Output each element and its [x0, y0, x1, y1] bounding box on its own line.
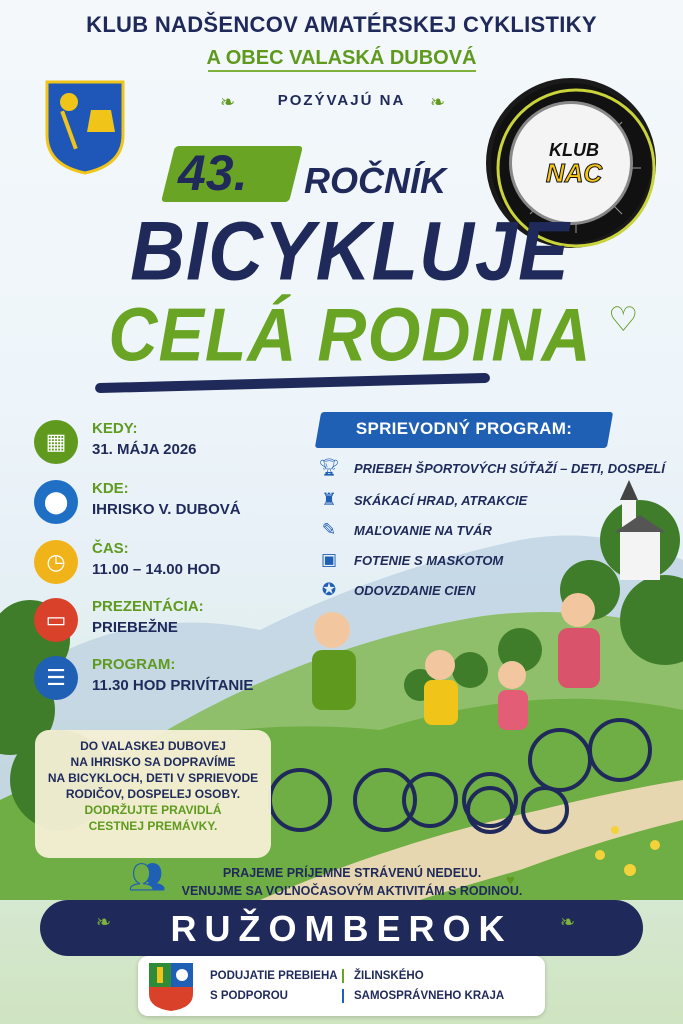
info-value: 31. MÁJA 2026 [92, 441, 197, 458]
support-line: PODUJATIE PREBIEHA [210, 970, 338, 982]
wish-line: VENUJME SA VOĽNOČASOVÝM AKTIVITÁM S RODINOU. [181, 884, 523, 898]
program-item-text: MAĽOVANIE NA TVÁR [354, 522, 492, 538]
edition-number: 43. [178, 145, 248, 201]
castle-icon: ♜ [321, 490, 337, 509]
note-line: NA BICYKLOCH, DETI V SPRIEVODE [47, 771, 259, 785]
program-item [318, 520, 492, 540]
support-separator [342, 969, 344, 1003]
note-line: NA IHRISKO SA DOPRAVÍME [70, 755, 236, 769]
trophy-icon: 🏆︎ [318, 458, 340, 477]
program-title: SPRIEVODNÝ PROGRAM: [355, 419, 573, 438]
info-when [34, 420, 197, 464]
program-item-text: SKÁKACÍ HRAD, ATRAKCIE [354, 492, 528, 508]
organizer-line1: KLUB NADŠENCOV AMATÉRSKEJ CYKLISTIKY [86, 12, 597, 37]
program-item-text: FOTENIE S MASKOTOM [354, 552, 504, 568]
info-value: 11.00 – 14.00 HOD [92, 561, 221, 578]
program-item [318, 580, 475, 600]
region-text [354, 966, 504, 1006]
program-item-text: PRIEBEH ŠPORTOVÝCH SÚŤAŽÍ – DETI, DOSPELÍ [354, 460, 665, 476]
program-item [318, 490, 527, 510]
info-where [34, 480, 241, 524]
note-line: DO VALASKEJ DUBOVEJ [80, 739, 226, 753]
camera-icon: ▣ [320, 550, 338, 569]
leaf-left-icon: ❧ [220, 92, 236, 112]
info-value: PRIEBEŽNE [92, 619, 178, 636]
support-text [210, 966, 338, 1006]
wish-text [172, 864, 532, 900]
info-label: PREZENTÁCIA: [92, 598, 204, 615]
list-icon: ☰ [34, 656, 78, 700]
region-line: ŽILINSKÉHO [354, 970, 424, 982]
heart-icon: ♡ [608, 301, 639, 339]
program-item [318, 458, 665, 478]
heart-small-icon: ♥ [506, 872, 515, 889]
leaf-right-icon: ❧ [430, 92, 446, 112]
info-label: PROGRAM: [92, 656, 176, 673]
logo-klub-text: KLUB [549, 140, 599, 160]
clock-icon: ◷ [34, 540, 78, 584]
presentation-icon: ▭ [34, 598, 78, 642]
info-label: KDE: [92, 480, 129, 497]
title-line1: BICYKLUJE [130, 204, 570, 299]
organizer-line2: A OBEC VALASKÁ DUBOVÁ [206, 47, 477, 69]
header-divider [208, 70, 476, 72]
support-line: S PODPOROU [210, 990, 288, 1002]
info-time [34, 540, 220, 584]
program-item-text: ODOVZDANIE CIEN [354, 582, 476, 598]
region-crest-icon [148, 962, 194, 1012]
travel-note [35, 730, 271, 858]
village-crest-icon [45, 80, 125, 175]
church-icon [615, 480, 665, 580]
logo-nac-text: NAC [545, 158, 603, 188]
note-warning: CESTNEJ PREMÁVKY. [88, 819, 218, 833]
note-warning: DODRŽUJTE PRAVIDLÁ [84, 803, 222, 817]
leaf-right-footer-icon: ❧ [560, 912, 576, 932]
calendar-icon: ▦ [34, 420, 78, 464]
location-pin-icon: ⬤ [34, 480, 78, 524]
program-item [318, 550, 503, 570]
info-program [34, 656, 253, 700]
palette-icon: ✎ [321, 520, 337, 539]
title-line2: CELÁ RODINA [108, 293, 592, 377]
wish-line: PRAJEME PRÍJEMNE STRÁVENÚ NEDEĽU. [222, 866, 482, 880]
invite-text: POZÝVAJÚ NA [277, 92, 406, 109]
region-line: SAMOSPRÁVNEHO KRAJA [354, 990, 505, 1002]
info-label: ČAS: [92, 540, 129, 557]
support-box [138, 956, 545, 1016]
info-registration [34, 598, 204, 642]
city-name: RUŽOMBEROK [170, 908, 513, 949]
info-value: IHRISKO V. DUBOVÁ [92, 501, 241, 518]
note-line: RODIČOV, DOSPELEJ OSOBY. [65, 787, 241, 801]
edition-label: ROČNÍK [304, 160, 446, 201]
info-label: KEDY: [92, 420, 138, 437]
leaf-left-footer-icon: ❧ [96, 912, 112, 932]
info-value: 11.30 HOD PRIVÍTANIE [92, 677, 254, 694]
family-icon: 👥︎ [128, 861, 167, 894]
medal-icon: ✪ [321, 580, 337, 599]
